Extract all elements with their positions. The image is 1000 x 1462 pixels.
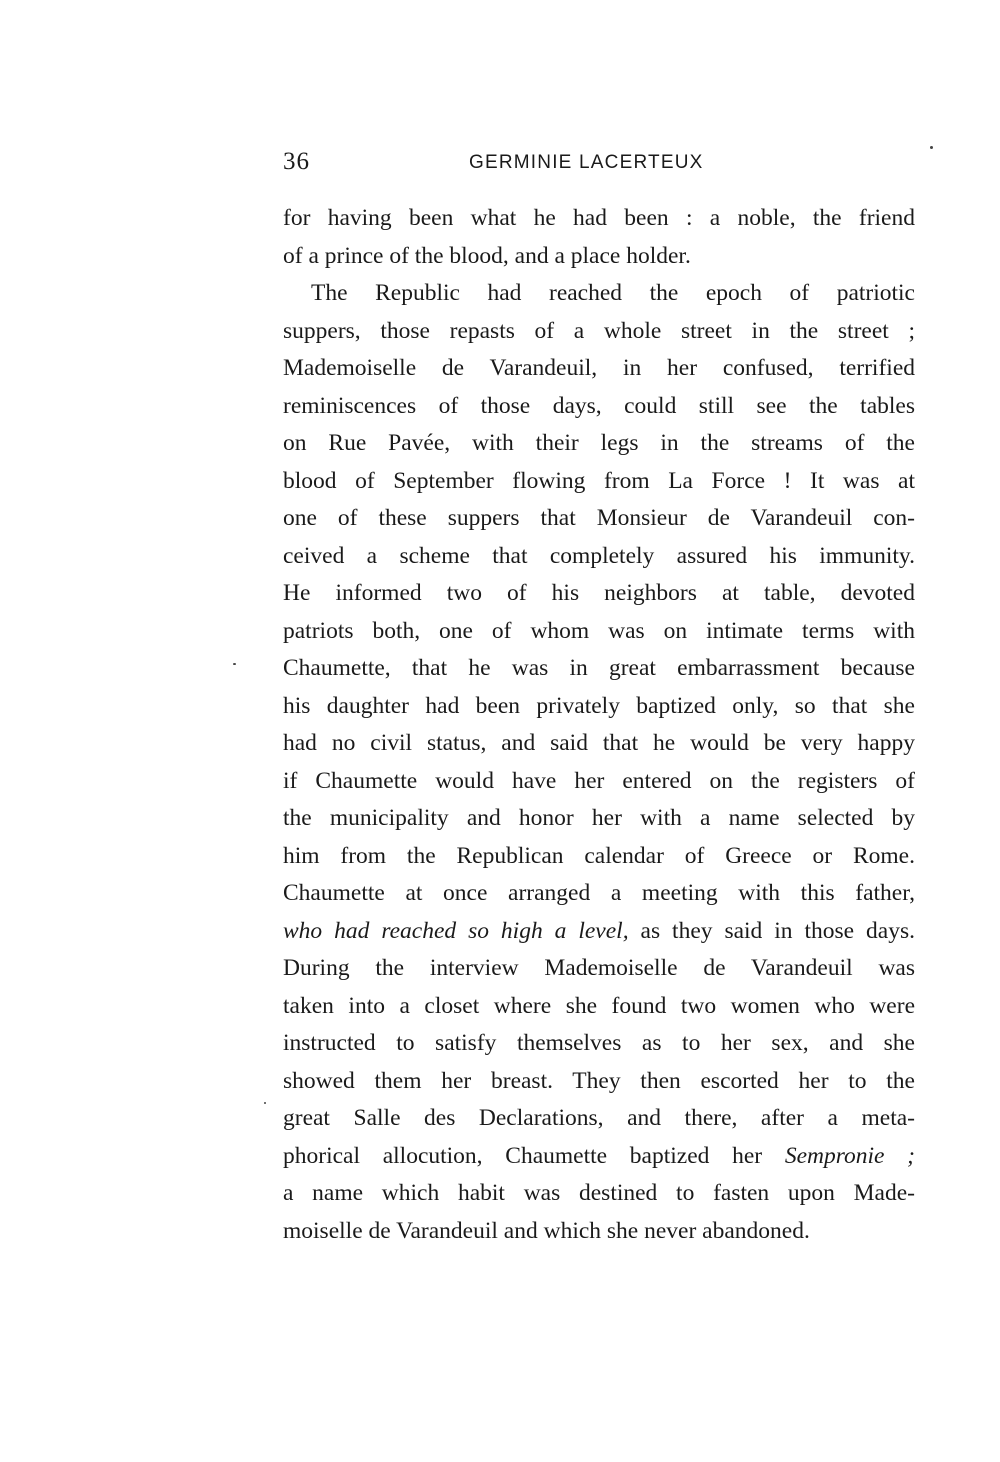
text-line: on Rue Pavée, with their legs in the streams of the xyxy=(283,430,915,456)
body-text xyxy=(283,200,915,1250)
text-line: had no civil status, and said that he would be very happy xyxy=(283,730,915,756)
text-line: reminiscences of those days, could still see the tables xyxy=(283,392,915,419)
text-line: During the interview Mademoiselle de Varandeuil was xyxy=(283,955,915,981)
text-span: phorical allocution, Chaumette baptized her xyxy=(283,1142,785,1169)
scan-speck xyxy=(264,1102,266,1104)
scan-speck xyxy=(930,146,933,149)
page-number: 36 xyxy=(283,148,310,175)
text-line xyxy=(283,1138,915,1176)
text-line: showed them her breast. They then escorted her to the xyxy=(283,1067,915,1094)
text-line: if Chaumette would have her entered on the registers of xyxy=(283,767,915,794)
text-line: ceived a scheme that completely assured his immunity. xyxy=(283,542,915,569)
text-line: patriots both, one of whom was on intimate terms with xyxy=(283,617,915,644)
text-line: Chaumette at once arranged a meeting with this father, xyxy=(283,880,915,906)
text-line: Chaumette, that he was in great embarrassment because xyxy=(283,655,915,681)
text-line: the municipality and honor her with a name selected by xyxy=(283,805,915,831)
text-line: great Salle des Declarations, and there, after a meta- xyxy=(283,1105,915,1131)
text-line: instructed to satisfy themselves as to her sex, and she xyxy=(283,1030,915,1056)
text-line xyxy=(283,913,915,951)
text-line: for having been what he had been : a noble, the friend xyxy=(283,205,915,231)
italic-phrase: who had reached so high a level, xyxy=(283,917,629,944)
text-line: taken into a closet where she found two women who were xyxy=(283,992,915,1019)
text-line: Mademoiselle de Varandeuil, in her confused, terrified xyxy=(283,355,915,381)
text-line: his daughter had been privately baptized only, so that she xyxy=(283,692,915,719)
text-line: blood of September flowing from La Force ! It was at xyxy=(283,467,915,494)
text-line: one of these suppers that Monsieur de Varandeuil con- xyxy=(283,505,915,531)
scan-speck xyxy=(233,663,236,665)
text-span: as they said in those days. xyxy=(628,917,915,944)
text-line: a name which habit was destined to fasten upon Made- xyxy=(283,1180,915,1206)
text-line: moiselle de Varandeuil and which she never abandoned. xyxy=(283,1217,810,1244)
text-line: He informed two of his neighbors at table, devoted xyxy=(283,580,915,606)
text-line: him from the Republican calendar of Greece or Rome. xyxy=(283,842,915,869)
running-title: GERMINIE LACERTEUX xyxy=(469,152,704,173)
text-line: of a prince of the blood, and a place holder. xyxy=(283,242,691,269)
text-line: suppers, those repasts of a whole street in the street ; xyxy=(283,317,915,344)
running-head xyxy=(283,148,915,182)
text-line: The Republic had reached the epoch of patriotic xyxy=(311,280,915,306)
italic-name: Sempronie ; xyxy=(784,1142,915,1169)
